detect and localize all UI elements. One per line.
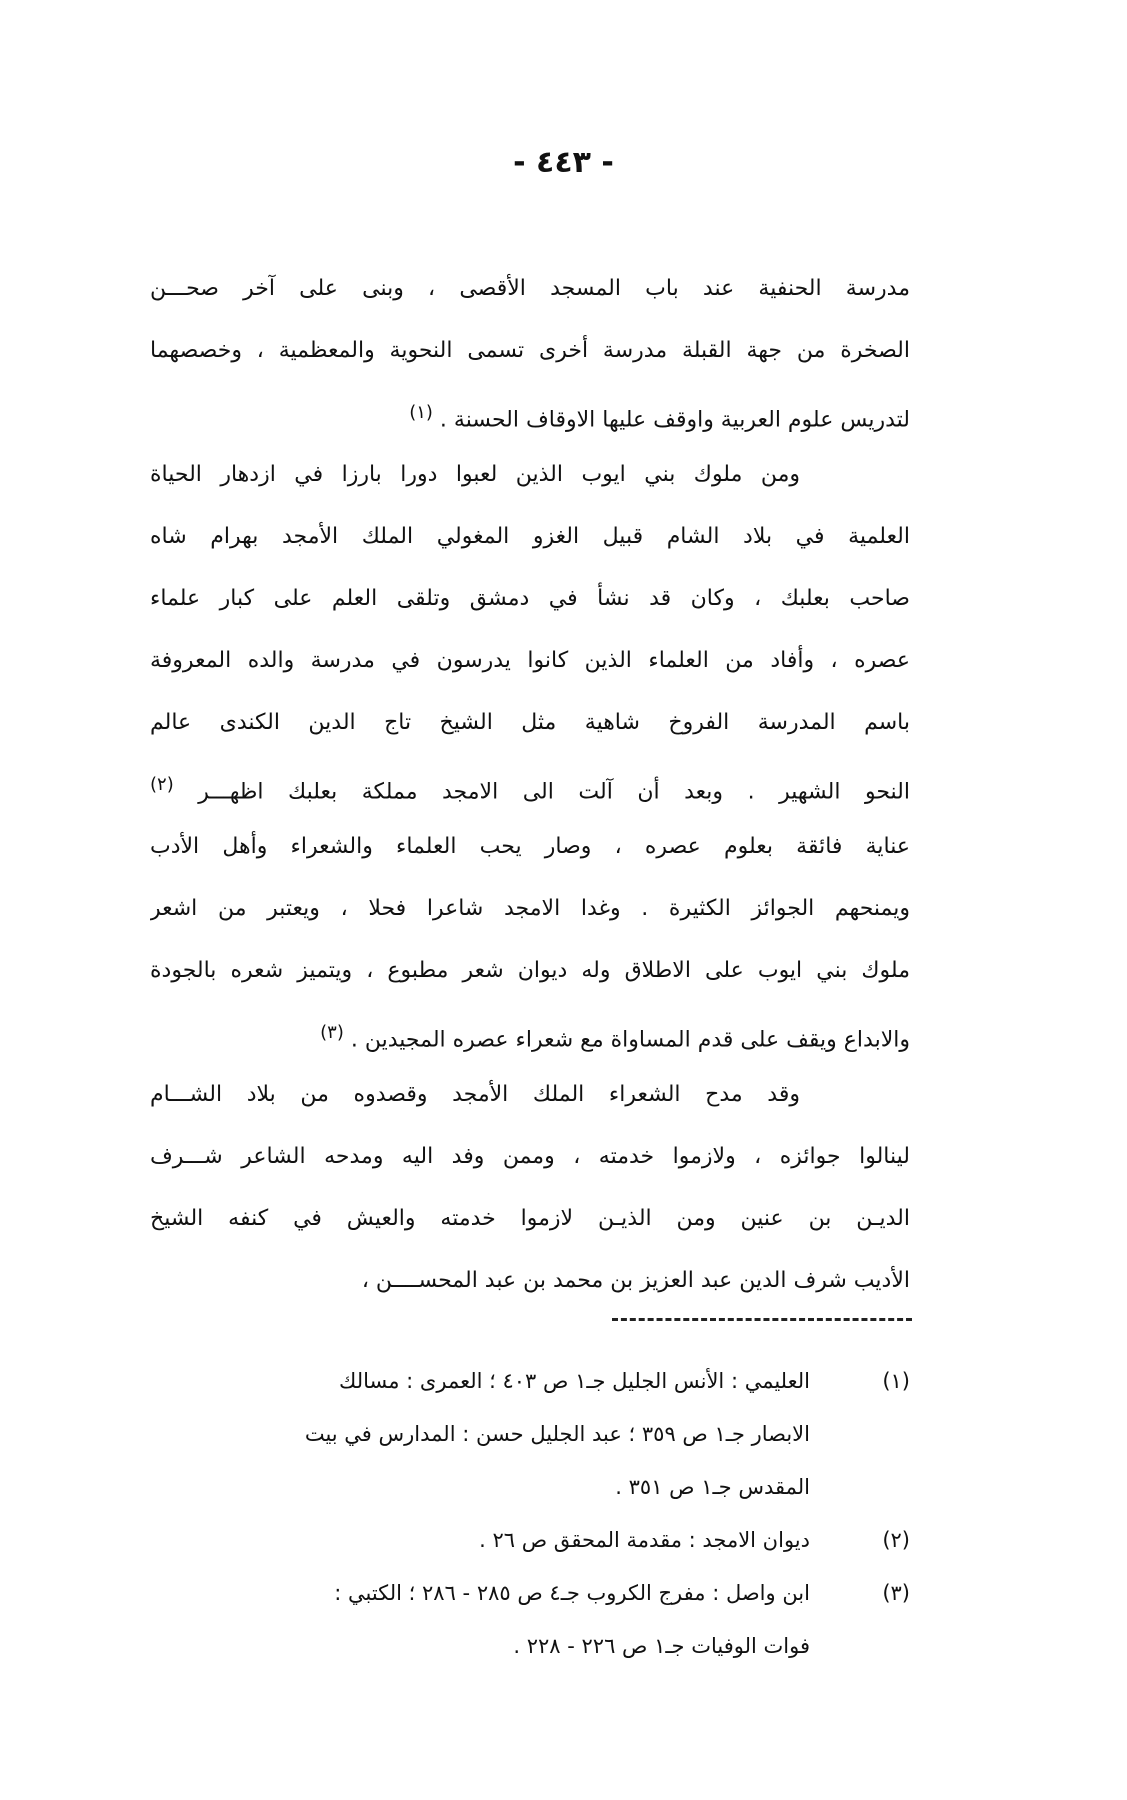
footnote-item [160, 1355, 920, 1514]
text-line: لتدريس علوم العربية واوقف عليها الاوقاف الحسنة . [439, 407, 910, 433]
text-line: مدرسة الحنفية عند باب المسجد الأقصى ، وبنى على آخر صحـــن [150, 276, 910, 301]
text-line: ومن ملوك بني ايوب الذين لعبوا دورا بارزا في ازدهار الحياة [150, 462, 800, 487]
text-line: لينالوا جوائزه ، ولازموا خدمته ، وممن وفد اليه ومدحه الشاعر شـــرف [150, 1144, 910, 1169]
text-line: باسم المدرسة الفروخ شاهية مثل الشيخ تاج الدين الكندى عالم [150, 710, 910, 735]
text-line: ويمنحهم الجوائز الكثيرة . وغدا الامجد شاعرا فحلا ، ويعتبر من اشعر [150, 896, 910, 921]
footnote-divider [612, 1318, 912, 1321]
text-line: وقد مدح الشعراء الملك الأمجد وقصدوه من بلاد الشـــام [150, 1082, 800, 1107]
text-line: الديـن بن عنين ومن الذيـن لازموا خدمته والعيش في كنفه الشيخ [150, 1206, 910, 1231]
text-line: عصره ، وأفاد من العلماء الذين كانوا يدرسون في مدرسة والده المعروفة [150, 648, 910, 673]
text-line: صاحب بعلبك ، وكان قد نشأ في دمشق وتلقى العلم على كبار علماء [150, 586, 910, 611]
footnote-line: المقدس جـ١ ص ٣٥١ . [615, 1475, 810, 1499]
footnotes [160, 1355, 920, 1673]
footnote-line: فوات الوفيات جـ١ ص ٢٢٦ - ٢٢٨ . [513, 1634, 810, 1658]
footnote-ref-2: (٢) [150, 774, 174, 795]
text-line: الصخرة من جهة القبلة مدرسة أخرى تسمى النحوية والمعظمية ، وخصصهما [150, 338, 910, 363]
footnote-item [160, 1514, 920, 1567]
footnote-ref-3: (٣) [320, 1022, 344, 1043]
text-line-with-ref [150, 382, 910, 444]
text-line: النحو الشهير . وبعد أن آلت الى الامجد مملكة بعلبك اظهـــر [198, 779, 910, 805]
page-number: - ٤٤٣ - [513, 145, 614, 180]
footnote-ref-1: (١) [409, 402, 433, 423]
text-line: عناية فائقة بعلوم عصره ، وصار يحب العلماء والشعراء وأهل الأدب [150, 834, 910, 859]
text-line: الأديب شرف الدين عبد العزيز بن محمد بن عبد المحســــن ، [361, 1268, 910, 1293]
footnote-number: (٣) [882, 1581, 910, 1605]
text-line-with-ref [150, 754, 910, 816]
footnote-line: الابصار جـ١ ص ٣٥٩ ؛ عبد الجليل حسن : المدارس في بيت [304, 1422, 810, 1446]
text-line: والابداع ويقف على قدم المساواة مع شعراء عصره المجيدين . [350, 1027, 910, 1053]
text-line-with-ref [150, 1002, 910, 1064]
text-line: ملوك بني ايوب على الاطلاق وله ديوان شعر مطبوع ، ويتميز شعره بالجودة [150, 958, 910, 983]
footnote-number: (٢) [882, 1528, 910, 1552]
text-line: العلمية في بلاد الشام قبيل الغزو المغولي الملك الأمجد بهرام شاه [150, 524, 910, 549]
footnote-line: العليمي : الأنس الجليل جـ١ ص ٤٠٣ ؛ العمرى : مسالك [339, 1369, 810, 1393]
footnote-line: ديوان الامجد : مقدمة المحقق ص ٢٦ . [479, 1528, 810, 1552]
footnote-item [160, 1567, 920, 1673]
footnote-number: (١) [882, 1369, 910, 1393]
body-text [150, 258, 910, 1312]
footnote-line: ابن واصل : مفرج الكروب جـ٤ ص ٢٨٥ - ٢٨٦ ؛ الكتبي : [334, 1581, 810, 1605]
